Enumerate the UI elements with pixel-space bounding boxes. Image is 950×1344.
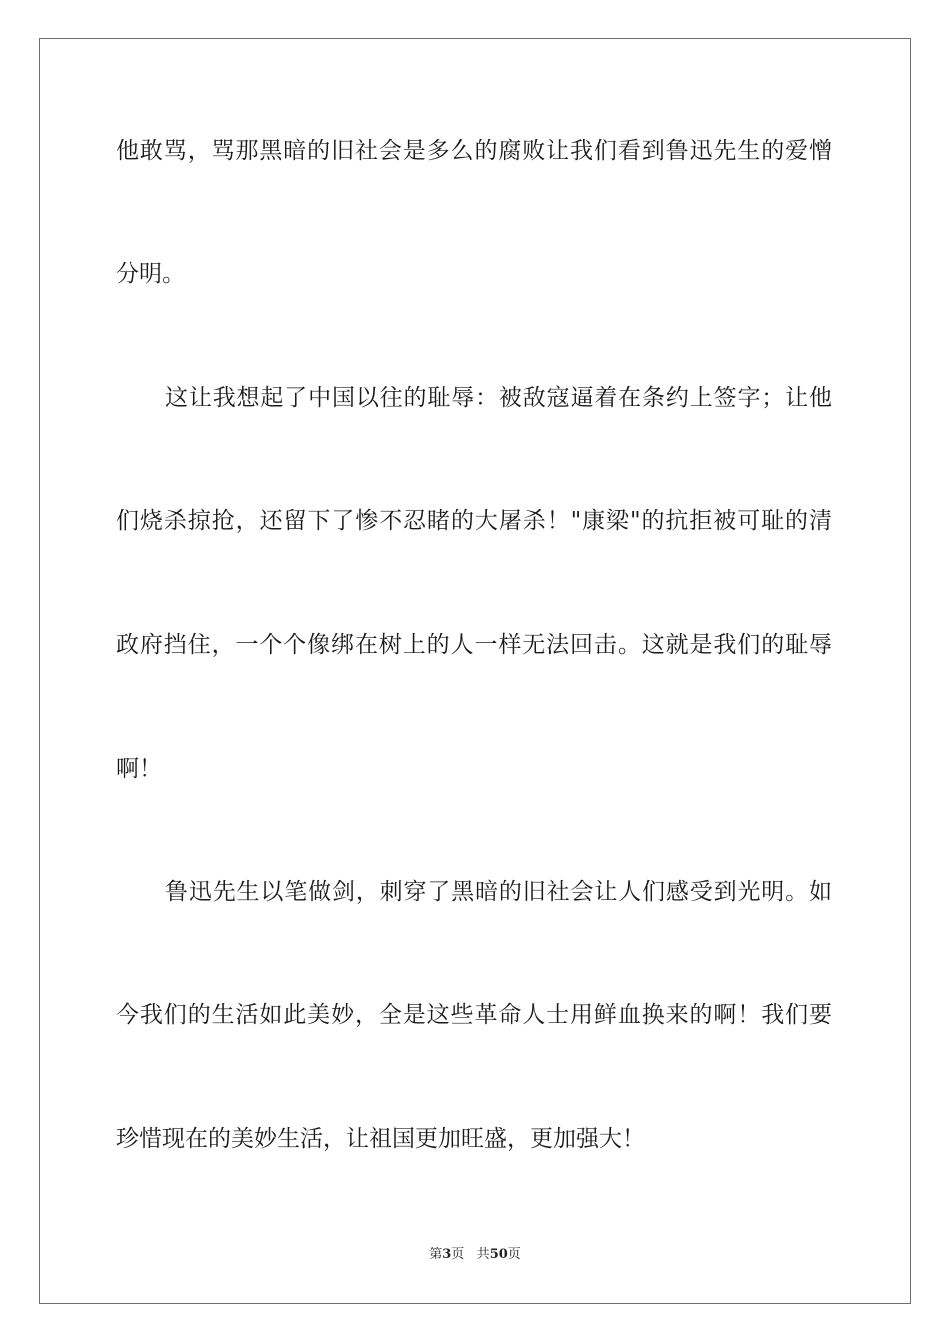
page-number: 3 xyxy=(442,1247,452,1262)
text-line: 他敢骂，骂那黑暗的旧社会是多么的腐败让我们看到鲁迅先生的爱憎 xyxy=(116,138,832,164)
total-prefix: 共 xyxy=(476,1247,490,1262)
text-line: 啊！ xyxy=(116,756,162,782)
total-suffix: 页 xyxy=(507,1247,521,1262)
text-line: 鲁迅先生以笔做剑，刺穿了黑暗的旧社会让人们感受到光明。如 xyxy=(165,879,832,905)
text-line: 今我们的生活如此美妙，全是这些革命人士用鲜血换来的啊！我们要 xyxy=(116,1002,832,1028)
text-line: 分明。 xyxy=(116,261,185,287)
text-line: 珍惜现在的美妙生活，让祖国更加旺盛，更加强大！ xyxy=(116,1126,645,1152)
page-prefix: 第 xyxy=(429,1247,443,1262)
total-pages: 50 xyxy=(489,1247,508,1262)
page-border xyxy=(39,38,911,1304)
page-footer xyxy=(0,1246,950,1264)
page-suffix: 页 xyxy=(451,1247,465,1262)
text-line: 这让我想起了中国以往的耻辱：被敌寇逼着在条约上签字；让他 xyxy=(165,385,832,411)
text-line: 政府挡住，一个个像绑在树上的人一样无法回击。这就是我们的耻辱 xyxy=(116,632,832,658)
text-line: 们烧杀掠抢，还留下了惨不忍睹的大屠杀！"康梁"的抗拒被可耻的清 xyxy=(116,508,832,534)
